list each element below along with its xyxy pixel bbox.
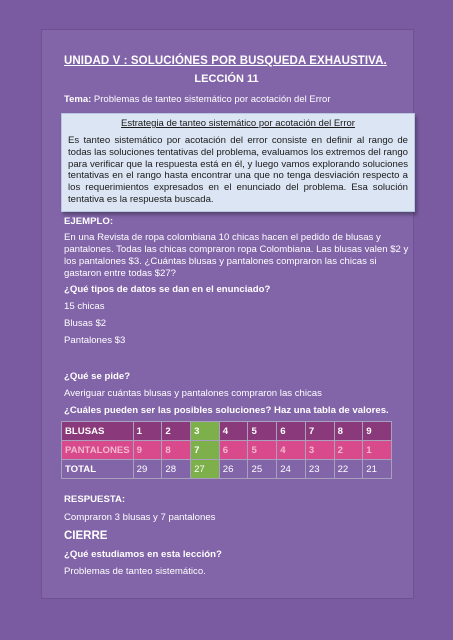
row-label: TOTAL [62, 460, 134, 479]
table-cell: 9 [133, 441, 162, 460]
table-cell: 21 [363, 460, 392, 479]
table-cell: 7 [305, 422, 334, 441]
response-text: Compraron 3 blusas y 7 pantalones [64, 512, 216, 523]
table-cell: 22 [334, 460, 363, 479]
table-cell: 23 [305, 460, 334, 479]
table-cell: 28 [162, 460, 191, 479]
row-label: BLUSAS [62, 422, 134, 441]
table-cell-highlighted: 7 [191, 441, 220, 460]
example-text: En una Revista de ropa colombiana 10 chicas hacen el pedido de blusas y pantalones. Todas las chicas compraron ropa Colombiana. Las blusas valen $2 y los pantalones $3. ¿Cuántas blusas y pantalones compraron las chicas si gastaron entre todas $27? [64, 232, 409, 279]
example-label: EJEMPLO: [64, 216, 114, 227]
solutions-question: ¿Cuáles pueden ser las posibles soluciones? Haz una tabla de valores. [64, 405, 389, 416]
closing-question: ¿Qué estudiamos en esta lección? [64, 549, 222, 560]
table-row-pantalones [62, 441, 392, 460]
values-table [61, 421, 392, 479]
table-row-blusas [62, 422, 392, 441]
asked-question: ¿Qué se pide? [64, 371, 131, 382]
closing-title: CIERRE [64, 530, 108, 542]
table-cell: 3 [305, 441, 334, 460]
unit-title: UNIDAD V : SOLUCIÓNES POR BUSQUEDA EXHAUSTIVA. [64, 55, 387, 67]
table-cell: 1 [363, 441, 392, 460]
table-cell: 6 [219, 441, 248, 460]
table-cell: 24 [277, 460, 306, 479]
table-row-total [62, 460, 392, 479]
row-label: PANTALONES [62, 441, 134, 460]
table-cell: 5 [248, 422, 277, 441]
asked-answer: Averiguar cuántas blusas y pantalones compraron las chicas [64, 388, 322, 399]
strategy-title: Estrategia de tanteo sistemático por acotación del Error [121, 118, 355, 129]
strategy-box [61, 113, 415, 212]
response-label: RESPUESTA: [64, 494, 126, 505]
table-cell-highlighted: 3 [191, 422, 220, 441]
table-cell: 6 [277, 422, 306, 441]
lesson-title: LECCIÓN 11 [194, 73, 259, 85]
table-cell: 9 [363, 422, 392, 441]
strategy-text: Es tanteo sistemático por acotación del error consiste en definir al rango de todas las soluciones tentativas del problema, evaluamos los extremos del rango para verificar que la respuesta está en él, y luego vamos explorando soluciones tentativas en el rango hasta encontrar una que no tenga desviación respecto a los requerimientos expresados en el enunciado del problema. Esa solución tentativa es la respuesta buscada. [68, 135, 408, 205]
data-question: ¿Qué tipos de datos se dan en el enunciado? [64, 284, 271, 295]
data-item: 15 chicas [64, 301, 105, 312]
topic-label: Tema: [64, 94, 92, 105]
table-cell: 5 [248, 441, 277, 460]
table-cell: 26 [219, 460, 248, 479]
table-cell: 1 [133, 422, 162, 441]
table-cell: 2 [334, 441, 363, 460]
table-cell: 8 [162, 441, 191, 460]
topic-text: Problemas de tanteo sistemático por acotación del Error [93, 94, 331, 105]
table-cell: 8 [334, 422, 363, 441]
table-cell: 4 [277, 441, 306, 460]
table-cell: 29 [133, 460, 162, 479]
table-cell: 2 [162, 422, 191, 441]
data-item: Pantalones $3 [64, 335, 126, 346]
table-cell: 4 [219, 422, 248, 441]
table-cell-highlighted: 27 [191, 460, 220, 479]
topic-line [64, 94, 331, 105]
table-cell: 25 [248, 460, 277, 479]
closing-answer: Problemas de tanteo sistemático. [64, 566, 206, 577]
data-item: Blusas $2 [64, 318, 107, 329]
